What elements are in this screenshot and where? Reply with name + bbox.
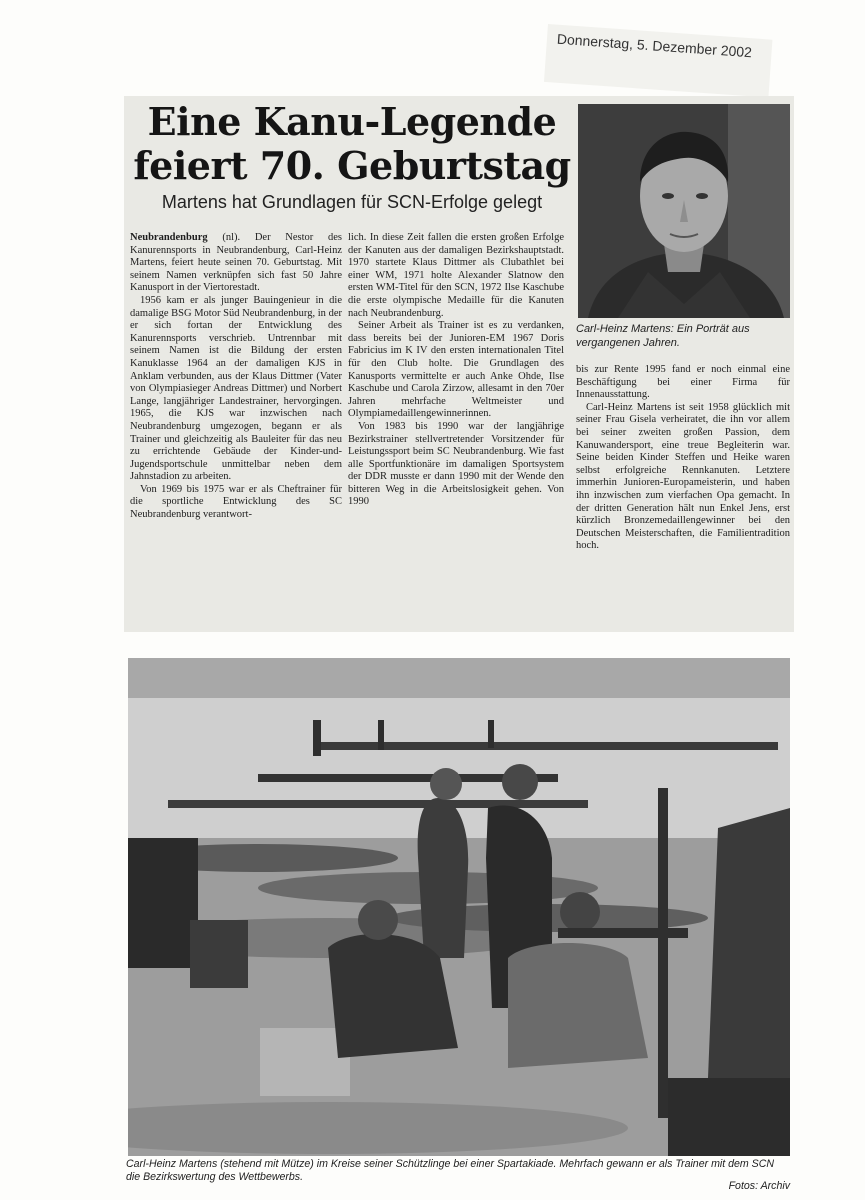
headline-line-2: feiert 70. Geburtstag bbox=[133, 143, 571, 188]
paragraph-8: Carl-Heinz Martens ist seit 1958 glücklich mit seiner Frau Gisela verheiratet, die ihn vor allem bei seiner zweiten großen Passion, dem Kanuwandersport, eine treue Begleiterin war. Seine beiden Kinder Steffen und Heike waren selbst erfolgreiche Rennkanuten. Letztere immerhin Junioren-Europameisterin, und haben ihn inzwischen zum vierfachen Opa gemacht. In der dritten Generation hält nun Enkel Jens, erst kürzlich Bronzemedaillengewinner bei den Deutschen Meisterschaften, die Familientradition hoch. bbox=[576, 401, 790, 552]
portrait-illustration bbox=[578, 104, 790, 318]
paragraph-1 bbox=[130, 232, 342, 295]
photo-credit: Fotos: Archiv bbox=[728, 1180, 790, 1192]
subheadline: Martens hat Grundlagen für SCN-Erfolge gelegt bbox=[161, 192, 543, 212]
portrait-caption: Carl-Heinz Martens: Ein Porträt aus vergangenen Jahren. bbox=[576, 323, 750, 349]
paragraph-3: Von 1969 bis 1975 war er als Cheftrainer für die sportliche Entwicklung des SC Neubrandenburg verantwort- bbox=[130, 483, 342, 521]
location-lead: Neubrandenburg bbox=[130, 232, 208, 243]
paragraph-2: 1956 kam er als junger Bauingenieur in die damalige BSG Motor Süd Neubrandenburg, in der er sich fortan der Entwicklung des Kanurennsports verschrieb. Untrennbar mit seinem Namen ist die Bildung der ersten Kanuklasse 1964 an der damaligen KJS in Anklam verbunden, aus der Klaus Dittmer (Vater von Olympiasieger Andreas Dittmer) und Norbert Lange, langjähriger Landestrainer, hervorgingen. 1965, die KJS war inzwischen nach Neubrandenburg umgezogen, begann er als Trainer und gleichzeitig als Bauleiter für das neu zu errichtende Gebäude der Kinder-und-Jugendsportschule unmittelbar neben dem Jahnstadion zu arbeiten. bbox=[130, 294, 342, 483]
photo-caption: Carl-Heinz Martens (stehend mit Mütze) im Kreise seiner Schützlinge bei einer Spartakiade. Mehrfach gewann er als Trainer mit dem SCN die Bezirkswertung des Wettbewerbs. bbox=[126, 1158, 775, 1183]
group-photo-illustration bbox=[128, 658, 790, 1156]
paragraph-6: Von 1983 bis 1990 war der langjährige Bezirkstrainer stellvertretender Vorsitzender für Leistungssport beim SC Neubrandenburg. Wie fast alle Sportfunktionäre im damaligen Sportsystem der DDR musste er dann 1990 mit der Wende den bitteren Weg in die Arbeitslosigkeit gehen. Von 1990 bbox=[348, 420, 564, 508]
paragraph-4: lich. In diese Zeit fallen die ersten großen Erfolge der Kanuten aus der damaligen Bezirkshauptstadt. 1970 startete Klaus Dittmer als Clubathlet bei einer WM, 1971 holte Alexander Slatnow den ersten WM-Titel für den SCN, 1972 Ilse Kaschube die erste olympische Medaille für die Kanuten nach Neubrandenburg. bbox=[348, 232, 564, 319]
portrait-photo bbox=[578, 104, 790, 318]
headline-line-1: Eine Kanu-Legende bbox=[147, 99, 557, 144]
paragraph-1-text: (nl). Der Nestor des Kanurennsports in Neubrandenburg, Carl-Heinz Martens, feiert heute seinen 70. Geburtstag. Mit seinem Namen verknüpfen sich fast 50 Jahre Kanusport in der Viertorestadt. bbox=[130, 232, 342, 294]
paragraph-7: bis zur Rente 1995 fand er noch einmal eine Beschäftigung bei einer Firma für Innenausstattung. bbox=[576, 364, 790, 401]
headline bbox=[132, 100, 572, 188]
dateline-stamp bbox=[544, 24, 772, 98]
paragraph-5: Seiner Arbeit als Trainer ist es zu verdanken, dass bereits bei der Junioren-EM 1967 Doris Fabricius im K IV den ersten internationalen Titel für den Club holte. Die Grundlagen des Kanusports vermittelte er auch Anke Ohde, Ilse Kaschube und Carola Zirzow, allesamt in den 70er Jahren mehrfache Weltmeister und Olympiamedaillengewinnerinnen. bbox=[348, 320, 564, 420]
group-photo bbox=[128, 658, 790, 1156]
dateline-text: Donnerstag, 5. Dezember 2002 bbox=[556, 30, 753, 61]
article-column-3 bbox=[576, 364, 790, 553]
article-column-2 bbox=[348, 232, 564, 509]
article-column-1 bbox=[130, 232, 342, 522]
